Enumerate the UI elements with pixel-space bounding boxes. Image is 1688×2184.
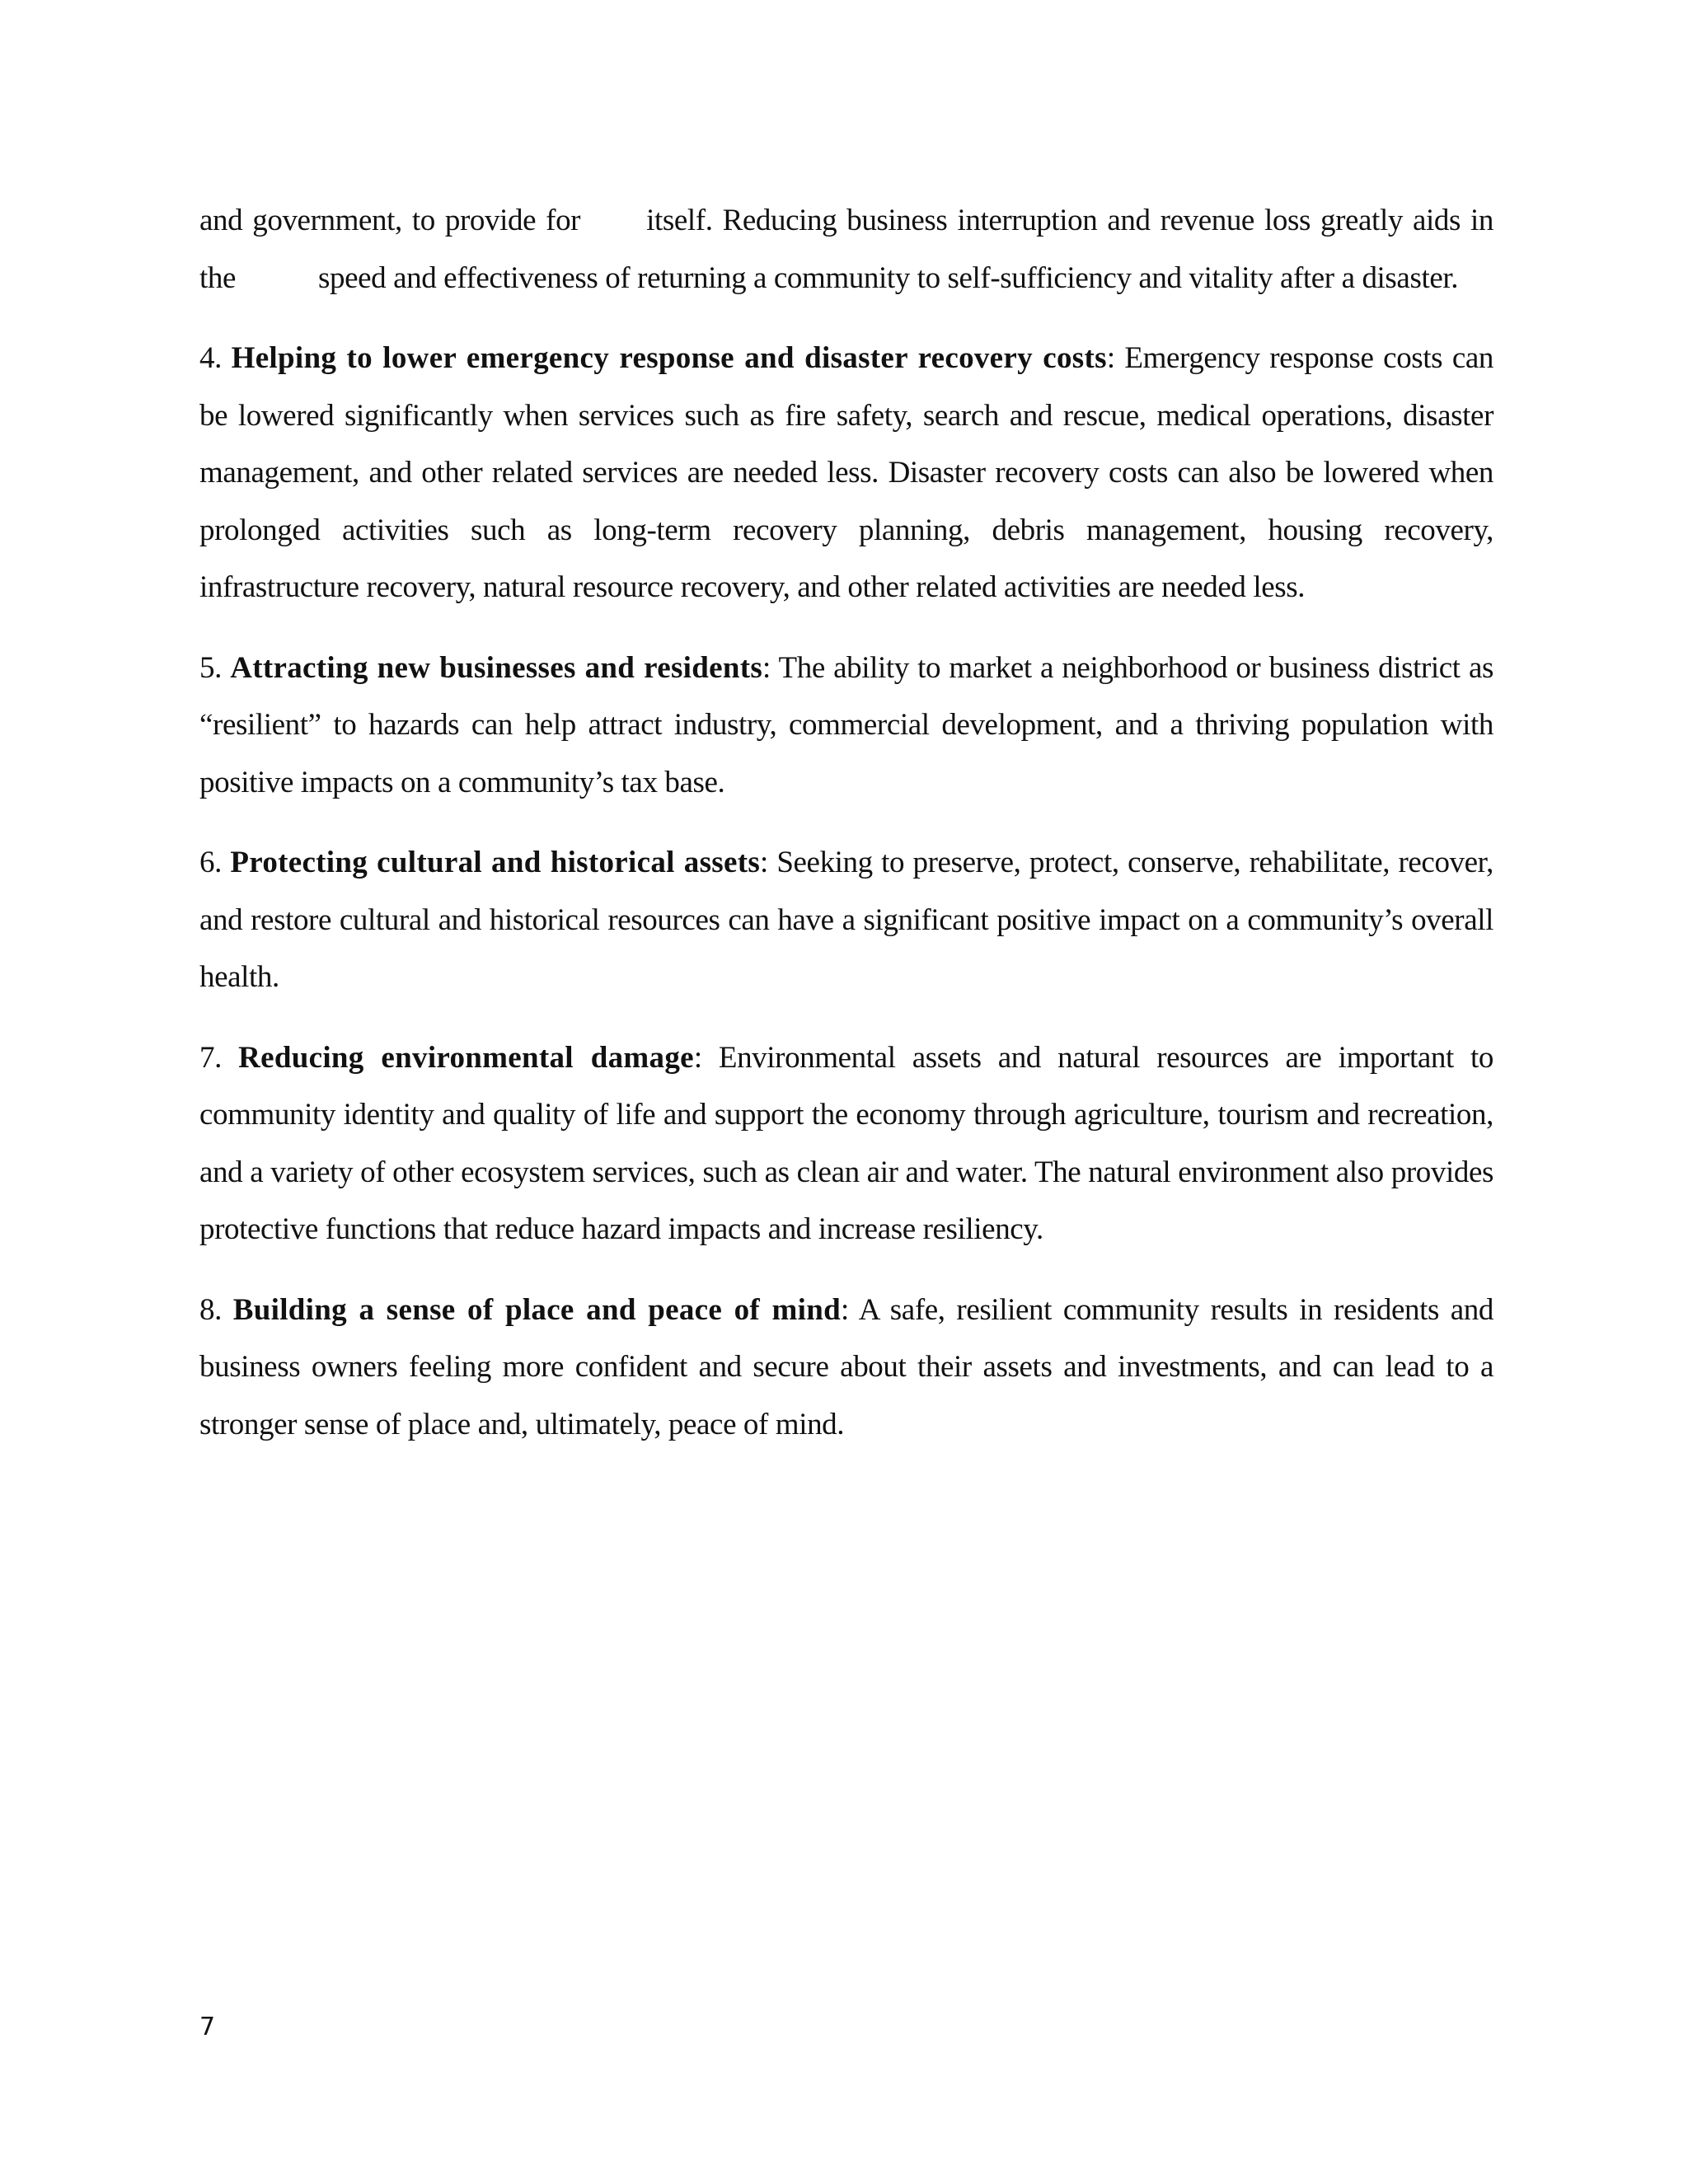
- item-separator: :: [841, 1292, 849, 1327]
- item-heading: Helping to lower emergency response and disaster recovery costs: [231, 341, 1107, 375]
- intro-text-part2: itself. Reducing business interruption and revenue loss greatly aids in the: [199, 204, 1493, 295]
- item-number: 8.: [199, 1292, 222, 1327]
- item-text: The ability to market a neighborhood or business district as “resilient” to hazards can help attract industry, commercial development, and a thriving population with positive impacts on a community’s tax base.: [199, 650, 1493, 799]
- item-text: A safe, resilient community results in residents and business owners feeling more confident and secure about their assets and investments, and can lead to a stronger sense of place and, ultimately, peace of mind.: [199, 1292, 1493, 1441]
- item-text: Emergency response costs can be lowered significantly when services such as fire safety, search and rescue, medical operations, disaster management, and other related services are needed less. Disaster recovery costs can also be lowered when prolonged activities such as long-term recovery planning, debris management, housing recovery, infrastructure recovery, natural resource recovery, and other related activities are needed less.: [199, 341, 1493, 604]
- item-number: 7.: [199, 1040, 222, 1075]
- list-item-cultural-assets: [199, 834, 1493, 1006]
- intro-paragraph: [199, 192, 1493, 307]
- item-text: Environmental assets and natural resources are important to community identity and quality of life and support the economy through agriculture, tourism and recreation, and a variety of other ecosystem services, such as clean air and water. The natural environment also provides protective functions that reduce hazard impacts and increase resiliency.: [199, 1040, 1493, 1246]
- item-separator: :: [1106, 341, 1115, 375]
- item-separator: :: [760, 846, 768, 879]
- item-number: 5.: [199, 650, 222, 685]
- page-number: 7: [199, 2013, 216, 2041]
- list-item-lower-costs: [199, 330, 1493, 616]
- document-body: [199, 192, 1493, 1476]
- intro-text-part1: and government, to provide for: [199, 204, 581, 237]
- list-item-environmental-damage: [199, 1029, 1493, 1258]
- item-separator: :: [693, 1040, 702, 1075]
- list-item-sense-of-place: [199, 1282, 1493, 1454]
- item-heading: Attracting new businesses and residents: [230, 650, 763, 685]
- item-heading: Reducing environmental damage: [238, 1040, 694, 1075]
- item-number: 4.: [199, 341, 222, 375]
- item-text: Seeking to preserve, protect, conserve, rehabilitate, recover, and restore cultural and historical resources can have a significant positive impact on a community’s overall health.: [199, 846, 1493, 994]
- item-heading: Building a sense of place and peace of mind: [232, 1292, 842, 1327]
- item-heading: Protecting cultural and historical assets: [230, 846, 761, 879]
- list-item-attracting-businesses: [199, 640, 1493, 812]
- intro-text-part3: speed and effectiveness of returning a community to self-sufficiency and vitality after a disaster.: [318, 260, 1459, 295]
- item-separator: :: [762, 650, 771, 685]
- item-number: 6.: [199, 846, 222, 879]
